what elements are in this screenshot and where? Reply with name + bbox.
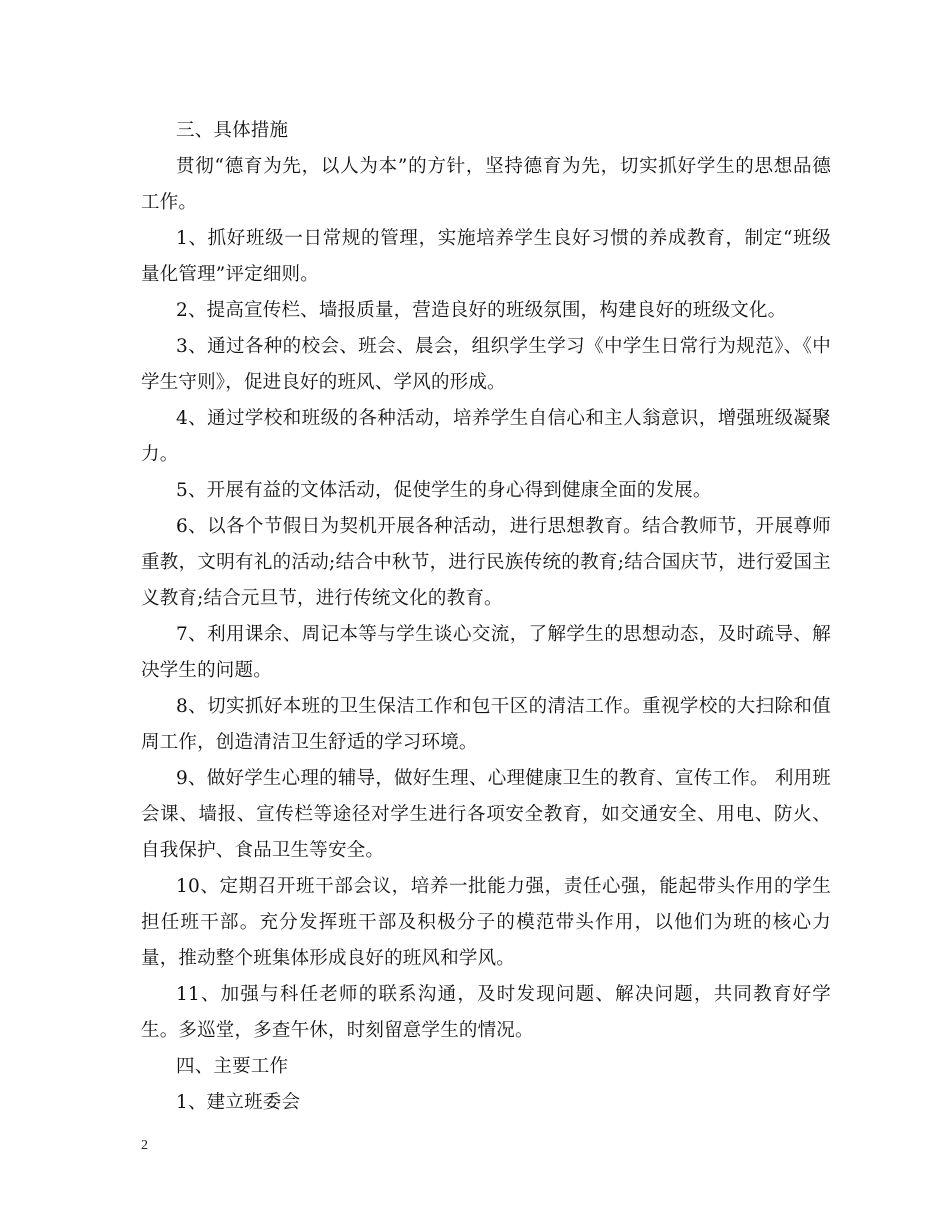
paragraph-item-4: 4、通过学校和班级的各种活动，培养学生自信心和主人翁意识，增强班级凝聚力。 [141, 408, 831, 465]
section-heading-main-work: 四、主要工作 [176, 1056, 289, 1077]
paragraph-subitem-1: 1、建立班委会 [176, 1092, 301, 1113]
paragraph-item-2: 2、提高宣传栏、墙报质量，营造良好的班级氛围，构建良好的班级文化。 [176, 300, 787, 321]
paragraph-item-6: 6、以各个节假日为契机开展各种活动，进行思想教育。结合教师节，开展尊师重教，文明有礼的活动;结合中秋节，进行民族传统的教育;结合国庆节，进行爱国主义教育;结合元旦节，进行传统文化的教育。 [141, 516, 831, 609]
document-body [141, 113, 831, 1121]
paragraph-item-11: 11、加强与科任老师的联系沟通，及时发现问题、解决问题，共同教育好学生。多巡堂，多查午休，时刻留意学生的情况。 [141, 984, 831, 1041]
section-heading-measures: 三、具体措施 [176, 120, 289, 141]
paragraph-item-1: 1、抓好班级一日常规的管理，实施培养学生良好习惯的养成教育，制定“班级量化管理”评定细则。 [141, 228, 831, 285]
paragraph-item-3: 3、通过各种的校会、班会、晨会，组织学生学习《中学生日常行为规范》、《中学生守则》，促进良好的班风、学风的形成。 [141, 336, 831, 393]
paragraph-item-8: 8、切实抓好本班的卫生保洁工作和包干区的清洁工作。重视学校的大扫除和值周工作，创造清洁卫生舒适的学习环境。 [141, 696, 831, 753]
paragraph-intro: 贯彻“德育为先，以人为本”的方针，坚持德育为先，切实抓好学生的思想品德工作。 [141, 156, 831, 213]
paragraph-item-5: 5、开展有益的文体活动，促使学生的身心得到健康全面的发展。 [176, 480, 712, 501]
paragraph-item-7: 7、利用课余、周记本等与学生谈心交流，了解学生的思想动态，及时疏导、解决学生的问题。 [141, 624, 831, 681]
page-number: 2 [141, 1138, 148, 1153]
paragraph-item-9: 9、做好学生心理的辅导，做好生理、心理健康卫生的教育、宣传工作。 利用班会课、墙报、宣传栏等途径对学生进行各项安全教育，如交通安全、用电、防火、自我保护、食品卫生等安全。 [141, 768, 831, 861]
paragraph-item-10: 10、定期召开班干部会议，培养一批能力强，责任心强，能起带头作用的学生担任班干部。充分发挥班干部及积极分子的模范带头作用，以他们为班的核心力量，推动整个班集体形成良好的班风和学风。 [141, 876, 831, 969]
